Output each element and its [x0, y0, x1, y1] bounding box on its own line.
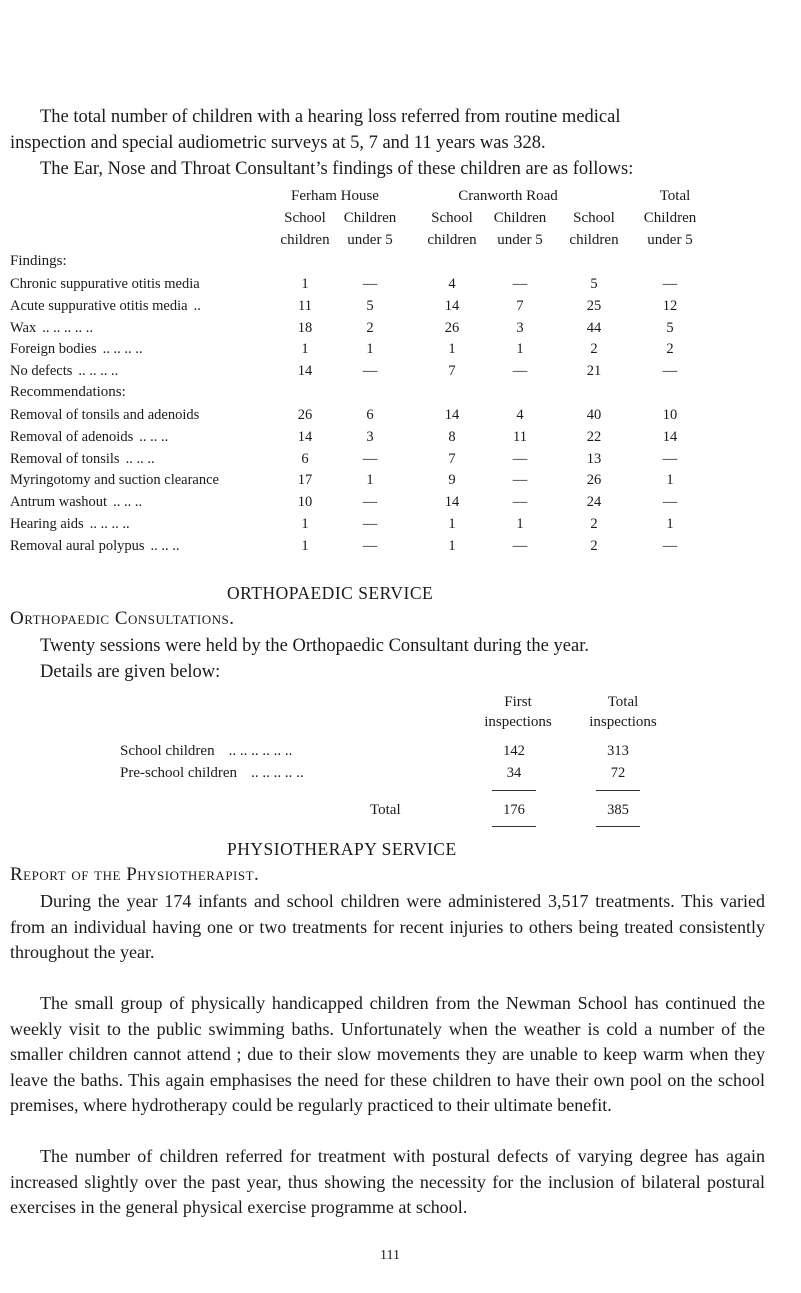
- row-label-text: Foreign bodies: [10, 341, 97, 358]
- ortho-row-label-text: Pre-school children: [120, 765, 238, 781]
- ortho-row-dots: .. .. .. .. ..: [251, 765, 304, 781]
- row-label: [10, 407, 205, 424]
- table-cell: 2: [590, 341, 598, 358]
- table-cell: 17: [297, 472, 313, 489]
- table-cell: 26: [297, 407, 313, 423]
- table-cell: 8: [448, 428, 456, 445]
- table-cell: 7: [448, 363, 456, 380]
- table-cell: 1: [366, 472, 374, 489]
- table-cell: —: [512, 537, 528, 554]
- table-cell: 24: [586, 494, 602, 511]
- row-leader-dots: .. .. .. ..: [78, 363, 119, 380]
- ortho-cell-total: 313: [607, 743, 629, 759]
- col-header-4-l1: Children: [493, 210, 547, 226]
- table-cell: 1: [666, 472, 674, 489]
- row-label-text: Acute suppurative otitis media: [10, 297, 188, 314]
- intro-line-2: inspection and special audiometric surveys at 5, 7 and 11 years was 328.: [10, 133, 546, 153]
- col-header-5-l1: School: [573, 210, 615, 226]
- table-cell: 1: [301, 276, 309, 292]
- ortho-subheading: Orthopaedic Consultations.: [10, 608, 235, 629]
- intro-line-3: The Ear, Nose and Throat Consultant’s findings of these children are as follows:: [40, 159, 634, 179]
- table-cell: 2: [590, 537, 598, 554]
- row-leader-dots: .. .. ..: [113, 494, 143, 511]
- ortho-heading: ORTHOPAEDIC SERVICE: [227, 583, 434, 603]
- group-header-total: Total: [659, 188, 691, 204]
- table-cell: 1: [301, 516, 309, 532]
- table-cell: 14: [297, 428, 313, 445]
- ortho-cell-first: 142: [503, 743, 525, 759]
- physio-paragraph-2: The small group of physically handicapped children from the Newman School has continued the weekly visit to the public swimming baths. Unfortunately when the weather is cold a number of the smaller children cannot attend ; due to their slow movements they are unable to keep warm when they leave the baths. This again emphasises the need for these children to have their own pool on the school premises, where hydrotherapy could be regularly practiced to their ultimate benefit.: [10, 993, 765, 1115]
- table-cell: 4: [516, 407, 524, 423]
- table-cell: 10: [297, 494, 313, 511]
- table-cell: 1: [301, 537, 309, 554]
- table-cell: 1: [666, 516, 674, 532]
- table-cell: —: [662, 537, 678, 554]
- col-header-1-l1: School: [284, 210, 326, 226]
- physio-heading: PHYSIOTHERAPY SERVICE: [227, 839, 457, 859]
- col-header-1-l2: children: [280, 232, 330, 248]
- table-cell: —: [662, 450, 678, 467]
- table-cell: —: [512, 363, 528, 380]
- table-cell: 4: [448, 276, 456, 292]
- table-cell: —: [362, 450, 378, 467]
- col-header-2-l2: under 5: [347, 232, 393, 248]
- table-cell: —: [362, 276, 378, 292]
- row-label-text: Antrum washout: [10, 494, 108, 511]
- table-cell: 40: [586, 407, 602, 423]
- group-header-ferham: Ferham House: [291, 188, 379, 204]
- row-leader-dots: .. .. .. ..: [102, 341, 143, 358]
- row-leader-dots: .. .. ..: [139, 428, 169, 445]
- table-cell: 10: [662, 407, 678, 423]
- ortho-total-total: 385: [607, 802, 629, 818]
- table-cell: 14: [444, 297, 460, 314]
- table-cell: 9: [448, 472, 456, 489]
- row-label: [10, 276, 206, 293]
- table-cell: —: [512, 494, 528, 511]
- table-cell: 2: [666, 341, 674, 358]
- row-label: [10, 363, 118, 380]
- table-cell: —: [362, 516, 378, 532]
- table-cell: 14: [297, 363, 313, 380]
- row-label-text: Myringotomy and suction clearance: [10, 472, 219, 489]
- row-label: [10, 538, 180, 555]
- table-cell: 1: [301, 341, 309, 358]
- row-label-text: Hearing aids: [10, 516, 84, 532]
- ortho-row-dots: .. .. .. .. .. ..: [228, 743, 293, 759]
- group-header-cranworth: Cranworth Road: [458, 188, 558, 204]
- table-cell: 1: [516, 516, 524, 532]
- col-header-4-l2: under 5: [497, 232, 543, 248]
- ortho-rule-first-top: [492, 790, 536, 791]
- table-cell: —: [662, 494, 678, 511]
- physio-subheading: Report of the Physiotherapist.: [10, 864, 260, 885]
- row-label: [10, 451, 155, 468]
- table-cell: 14: [444, 407, 460, 423]
- table-cell: 3: [366, 428, 374, 445]
- table-cell: 12: [662, 297, 678, 314]
- table-cell: 11: [298, 297, 312, 314]
- col-header-5-l2: children: [569, 232, 619, 248]
- row-leader-dots: ..: [193, 297, 201, 314]
- ortho-col1-l2: inspections: [484, 714, 552, 730]
- row-leader-dots: .. .. .. ..: [89, 516, 130, 532]
- ortho-total-label: Total: [370, 802, 401, 818]
- col-header-3-l2: children: [427, 232, 477, 248]
- page-number: 111: [380, 1248, 400, 1263]
- ortho-rule-total-bottom: [596, 826, 640, 827]
- table-cell: 5: [666, 319, 674, 336]
- row-leader-dots: .. .. ..: [150, 537, 180, 554]
- table-cell: 26: [444, 319, 460, 336]
- row-label-text: Chronic suppurative otitis media: [10, 276, 200, 292]
- table-cell: —: [362, 363, 378, 380]
- table-cell: 1: [448, 516, 456, 532]
- row-label-text: Wax: [10, 319, 37, 336]
- table-cell: —: [362, 537, 378, 554]
- table-cell: —: [362, 494, 378, 511]
- ortho-line-1: Twenty sessions were held by the Orthopaedic Consultant during the year.: [40, 636, 589, 656]
- ortho-row-label-text: School children: [120, 743, 215, 759]
- row-label: [10, 341, 142, 358]
- table-cell: 1: [448, 537, 456, 554]
- row-leader-dots: .. .. .. .. ..: [42, 319, 93, 336]
- table-cell: 44: [586, 319, 602, 336]
- table-cell: 6: [366, 407, 374, 423]
- row-label: [10, 429, 168, 446]
- row-label-text: Removal of tonsils: [10, 450, 120, 467]
- table-cell: 18: [297, 319, 313, 336]
- ortho-total-first: 176: [503, 802, 525, 818]
- ortho-cell-total: 72: [610, 765, 626, 781]
- table-cell: 13: [586, 450, 602, 467]
- ortho-row-label: [120, 743, 292, 760]
- col-header-2-l1: Children: [343, 210, 397, 226]
- table-cell: 1: [516, 341, 524, 358]
- col-header-6-l1: Children: [643, 210, 697, 226]
- table-cell: 5: [590, 276, 598, 292]
- ortho-col2-l1: Total: [607, 694, 639, 710]
- table-cell: 3: [516, 319, 524, 336]
- table-cell: 2: [590, 516, 598, 532]
- table-cell: 14: [444, 494, 460, 511]
- table-cell: 6: [301, 450, 309, 467]
- row-label: [10, 516, 130, 533]
- table-cell: 21: [586, 363, 602, 380]
- row-label: [10, 472, 225, 489]
- intro-line-1: The total number of children with a hearing loss referred from routine medical: [40, 107, 621, 127]
- table-cell: 14: [662, 428, 678, 445]
- col-header-6-l2: under 5: [647, 232, 693, 248]
- table-cell: 7: [448, 450, 456, 467]
- table-cell: 26: [586, 472, 602, 489]
- table-cell: —: [512, 450, 528, 467]
- ortho-rule-total-top: [596, 790, 640, 791]
- col-header-3-l1: School: [431, 210, 473, 226]
- row-label-text: Removal of tonsils and adenoids: [10, 407, 200, 423]
- recommendations-label: Recommendations:: [10, 384, 126, 400]
- findings-label: Findings:: [10, 253, 67, 269]
- table-cell: 5: [366, 297, 374, 314]
- row-label-text: Removal aural polypus: [10, 537, 145, 554]
- row-label: [10, 298, 201, 315]
- table-cell: —: [512, 276, 528, 292]
- table-cell: 1: [366, 341, 374, 358]
- physio-paragraph-1: During the year 174 infants and school children were administered 3,517 treatments. This varied from an individual having one or two treatments for recent injuries to others being treated consistently throughout the year.: [10, 891, 765, 962]
- ortho-row-label: [120, 765, 304, 782]
- row-label: [10, 320, 93, 337]
- ortho-col1-l1: First: [504, 694, 532, 710]
- row-leader-dots: .. .. ..: [125, 450, 155, 467]
- table-cell: —: [512, 472, 528, 489]
- ortho-cell-first: 34: [506, 765, 522, 781]
- ortho-col2-l2: inspections: [589, 714, 657, 730]
- physio-paragraph-3: The number of children referred for treatment with postural defects of varying degree has again increased slightly over the past year, thus showing the necessity for the inclusion of bilateral postural exercises in the general physical exercise programme at school.: [10, 1146, 765, 1217]
- ortho-rule-first-bottom: [492, 826, 536, 827]
- table-cell: 1: [448, 341, 456, 358]
- table-cell: 2: [366, 319, 374, 336]
- table-cell: —: [662, 276, 678, 292]
- table-cell: 25: [586, 297, 602, 314]
- table-cell: 11: [513, 428, 527, 445]
- row-label-text: Removal of adenoids: [10, 428, 134, 445]
- row-label: [10, 494, 142, 511]
- table-cell: 7: [516, 297, 524, 314]
- row-label-text: No defects: [10, 363, 73, 380]
- table-cell: 22: [586, 428, 602, 445]
- ortho-line-2: Details are given below:: [40, 662, 221, 682]
- table-cell: —: [662, 363, 678, 380]
